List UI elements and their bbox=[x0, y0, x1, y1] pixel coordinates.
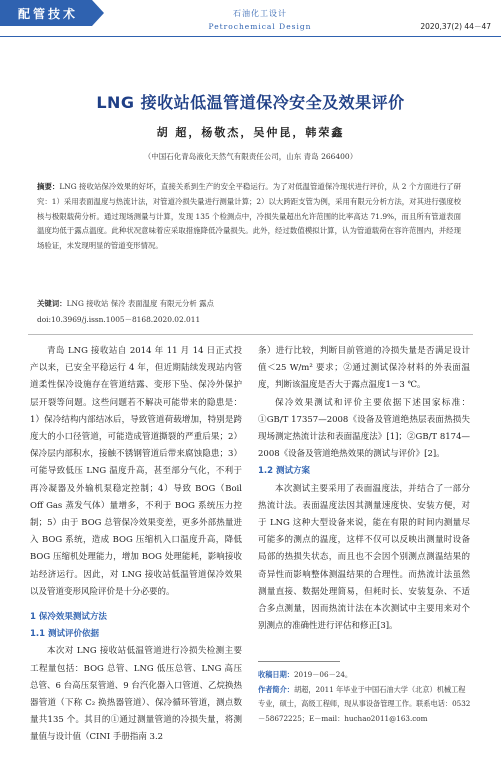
footnote-divider bbox=[258, 661, 340, 662]
footnote bbox=[258, 668, 472, 726]
body-paragraph: 保冷效果测试和评价主要依据下述国家标准：①GB/T 17357—2008《设备及管道绝热层表面热损失现场测定热流计法和表面温度法》[1]；②GB/T 8174—2008《设备及管道绝热效果的测试与评价》[2]。 bbox=[258, 397, 470, 460]
received-date bbox=[258, 668, 472, 683]
abstract-divider bbox=[28, 334, 473, 335]
abstract bbox=[37, 180, 461, 254]
abstract-text: LNG 接收站保冷效果的好坏，直接关系到生产的安全平稳运行。为了对低温管道保冷现状进行评价，从 2 个方面进行了研究：1）采用表面温度与热流计法，对管道冷损失量进行测量计算；2）以大跨距支管为例，采用有限元分析方法，对其进行强度校核与极限载荷分析。通过现场测量与计算，发现 135 个检测点中，冷损失量超出允许范围的比率高达 71.9%，而且所有管道表面温度均低于露点温度。此种状况意味着应采取措施降低冷量损失。此外，经过数值模拟计算，认为管道载荷在容许范围内，并经现场验证，未发现明显的管道变形情况。 bbox=[37, 182, 461, 251]
doi: doi:10.3969/j.issn.1005－8168.2020.02.011 bbox=[37, 315, 201, 324]
affiliation: （中国石化青岛液化天然气有限责任公司，山东 青岛 266400） bbox=[143, 152, 358, 161]
author-list: 胡 超，杨敬杰，吴仲昆，韩荣鑫 bbox=[156, 126, 345, 139]
received-value: 2019－06－24。 bbox=[293, 670, 353, 679]
author-bio-label: 作者简介： bbox=[258, 684, 294, 694]
section-tag-arrow bbox=[92, 0, 104, 26]
issue-info: 2020,37(2) 44－47 bbox=[420, 22, 491, 31]
journal-name-en: Petrochemical Design bbox=[208, 22, 312, 31]
intro-paragraph: 青岛 LNG 接收站自 2014 年 11 月 14 日正式投产以来，已安全平稳运行 4 年，但近期陆续发现站内管道柔性保冷设施存在管道结露、变形下坠、保冷外保护层开裂等问题。这些问题若不解决可能带来的隐患是：1）保冷结构内部结冰后，导致管道荷载增加，特别是跨度大的小口径管道，可能造成管道撕裂的严重后果；2）保冷层内部积水，接触不锈钢管道后带来腐蚀隐患；3）可能导致低压 LNG 温度升高，甚至部分气化，不利于再冷凝器及外输机泵稳定控制；4）导致 BOG（Boil Off Gas 蒸发气体）量增多，不利于 BOG 系统压力控制；5）由于 BOG 总管保冷效果变差，更多外部热量进入 BOG 系统，造成 BOG 压缩机入口温度升高，降低 BOG 压缩机处理能力，增加 BOG 处理能耗，影响接收站经济运行。因此，对 LNG 接收站低温管道保冷效果以及管道变形风险评价是十分必要的。 bbox=[30, 346, 242, 597]
section-heading-1-1: 1.1 测试评价依据 bbox=[30, 629, 100, 640]
body-paragraph: 条）进行比较，判断目前管道的冷损失量是否满足设计值＜25 W/m² 要求；②通过测试保冷材料的外表面温度，判断该温度是否大于露点温度1－3 ℃。 bbox=[258, 346, 470, 391]
section-heading-1-2: 1.2 测试方案 bbox=[258, 466, 311, 477]
keywords-label: 关键词： bbox=[37, 299, 67, 308]
body-paragraph: 本次测试主要采用了表面温度法，并结合了一部分热流计法。表面温度法因其测量速度快、安装方便，对于 LNG 这种大型设备来说，能在有限的时间内测量尽可能多的测点的温度，这样不仅可以反映出测量时设备局部的热损失状态，而且也不会因个别测点测温结果的奇异性而影响整体测温结果的合理性。而热流计法虽然测量直接、数据处理简易，但耗时长、安装复杂、不适合多点测量，因而热流计法在本次测试中主要用来对个别测点的准确性进行评估和修正[3]。 bbox=[258, 483, 470, 632]
author-bio bbox=[258, 683, 472, 727]
abstract-label: 摘要： bbox=[37, 182, 60, 191]
left-column bbox=[30, 343, 242, 747]
received-label: 收稿日期： bbox=[258, 670, 294, 679]
right-column bbox=[258, 343, 470, 635]
keywords bbox=[37, 298, 461, 309]
keywords-text: LNG 接收站 保冷 表面温度 有限元分析 露点 bbox=[66, 299, 214, 308]
body-paragraph: 本次对 LNG 接收站低温管道进行冷损失检测主要工程量包括：BOG 总管、LNG 低压总管、LNG 高压总管、6 台高压泵管道、9 台汽化器入口管道、乙烷换热器管道（下称 C₂ 换热器管道）、保冷循环管道，测点数量共135 个。其目的①通过测量管道的冷损失量，将测量值与设计值（CINI 手册指南 3.2 bbox=[30, 646, 242, 743]
section-heading-1: 1 保冷效果测试方法 bbox=[30, 612, 107, 623]
journal-name-cn: 石油化工设计 bbox=[233, 9, 287, 18]
author-bio-text: 胡超，2011 年毕业于中国石油大学（北京）机械工程专业，硕士，高级工程师，现从事设备管理工作。联系电话：0532－58672225；E－mail：huchao2011@163.com bbox=[258, 684, 471, 723]
section-tag: 配管技术 bbox=[0, 0, 92, 26]
header-divider bbox=[0, 36, 501, 37]
paper-title: LNG 接收站低温管道保冷安全及效果评价 bbox=[96, 93, 405, 112]
